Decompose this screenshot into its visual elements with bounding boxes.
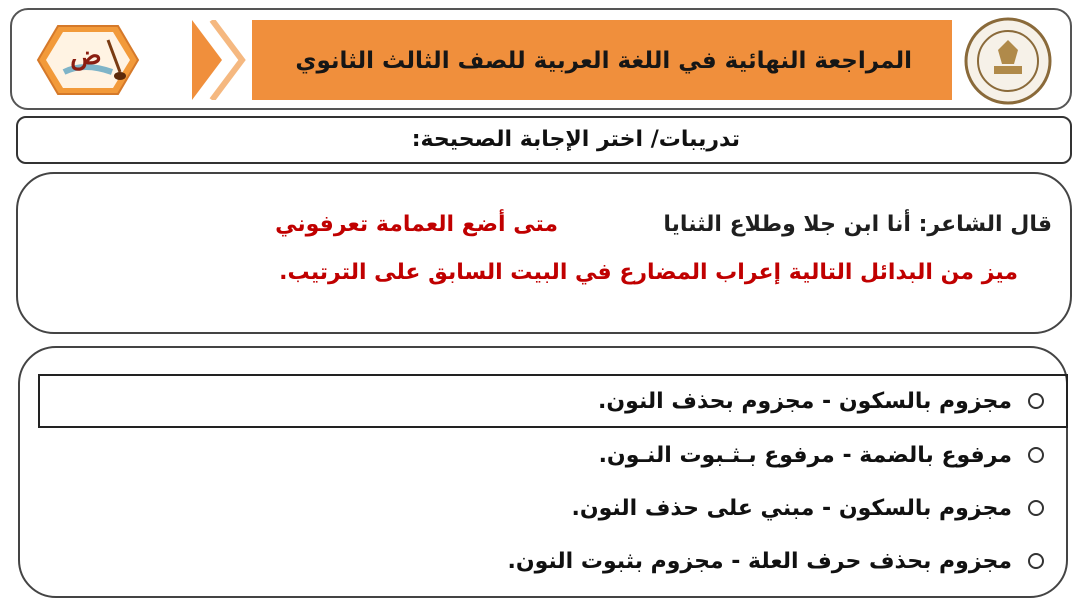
radio-icon[interactable] (1028, 393, 1044, 409)
dad-letter-quill-logo-icon (24, 20, 144, 100)
radio-icon[interactable] (1028, 500, 1044, 516)
option-label: مجزوم بالسكون - مجزوم بحذف النون. (598, 388, 1012, 414)
option-3[interactable] (571, 486, 1044, 530)
option-4[interactable] (507, 539, 1044, 583)
ministry-of-education-seal-icon (960, 16, 1056, 106)
instruction-text: تدريبات/ اختر الإجابة الصحيحة: (411, 127, 740, 152)
option-label: مجزوم بالسكون - مبني على حذف النون. (571, 495, 1012, 521)
option-1[interactable] (598, 379, 1044, 423)
radio-icon[interactable] (1028, 447, 1044, 463)
question-box (16, 172, 1072, 334)
question-prompt: ميز من البدائل التالية إعراب المضارع في البيت السابق على الترتيب. (279, 260, 1018, 285)
option-label: مرفوع بالضمة - مرفوع بـثـبوت النـون. (598, 442, 1012, 468)
verse-second-half: متى أضع العمامة تعرفوني (275, 212, 559, 237)
page-title: المراجعة النهائية في اللغة العربية للصف الثالث الثانوي (295, 48, 912, 74)
verse-intro: قال الشاعر: (918, 212, 1052, 237)
header-banner (10, 8, 1072, 110)
option-label: مجزوم بحذف حرف العلة - مجزوم بثبوت النون. (507, 548, 1012, 574)
option-2[interactable] (599, 433, 1044, 477)
verse-line (275, 212, 1052, 237)
svg-text:ض: ض (70, 41, 102, 71)
radio-icon[interactable] (1028, 553, 1044, 569)
verse-first-half: أنا ابن جلا وطلاع الثنايا (663, 212, 911, 237)
options-box (18, 346, 1068, 598)
header-left-chevron (192, 20, 252, 100)
instruction-bar (16, 116, 1072, 164)
